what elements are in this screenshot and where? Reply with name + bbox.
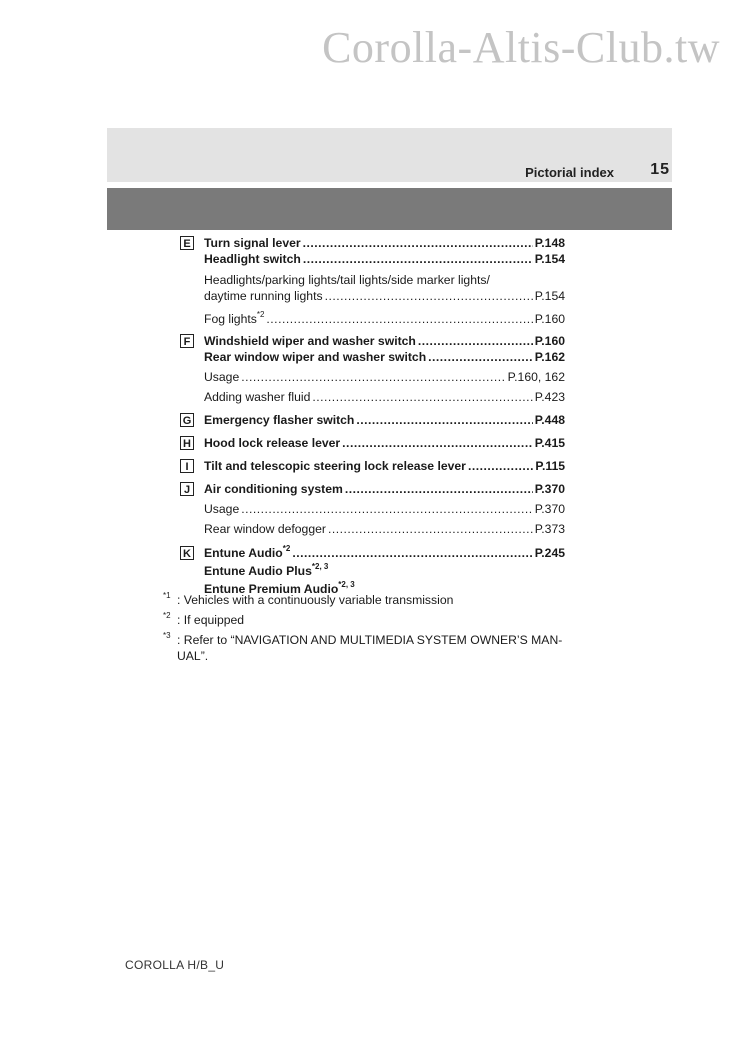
leader-dots (356, 412, 532, 428)
page-ref: P.373 (534, 522, 565, 536)
leader-dots (328, 521, 533, 537)
entry-label: Headlight switch (204, 252, 301, 266)
page-ref: P.245 (534, 546, 565, 560)
entry-tilt-telescopic-lock[interactable] (204, 458, 565, 474)
footnote-mark: *1 (163, 591, 171, 600)
entry-group-e (180, 235, 565, 327)
entry-headlight-switch[interactable] (204, 251, 565, 267)
entry-headlights-desc: Headlights/parking lights/tail lights/side marker lights/ (204, 273, 490, 287)
entry-group-i (180, 458, 565, 474)
entry-group-k (180, 545, 565, 597)
footnote-mark: *2 (163, 611, 171, 620)
page-ref: P.448 (534, 413, 565, 427)
badge-f: F (180, 334, 194, 348)
page-footer: COROLLA H/B_U (125, 958, 225, 972)
entry-label: Emergency flasher switch (204, 413, 355, 427)
page-ref: P.160, 162 (507, 370, 565, 384)
leader-dots (241, 501, 532, 517)
entry-entune-audio[interactable] (204, 545, 565, 561)
entry-windshield-wiper[interactable] (204, 333, 565, 349)
entry-label: Usage (204, 502, 240, 516)
leader-dots (428, 349, 533, 365)
badge-g: G (180, 413, 194, 427)
leader-dots (468, 458, 533, 474)
entry-label: Entune Premium Audio (204, 582, 339, 596)
index-entries (180, 235, 565, 601)
entry-label: Entune Audio Plus (204, 564, 312, 578)
entry-hood-lock-release[interactable] (204, 435, 565, 451)
page-ref: P.154 (534, 289, 565, 303)
leader-dots (418, 333, 533, 349)
page-ref: P.148 (534, 236, 565, 250)
page-ref: P.162 (534, 350, 565, 364)
leader-dots (325, 288, 533, 304)
leader-dots (345, 481, 533, 497)
entry-turn-signal-lever[interactable] (204, 235, 565, 251)
footnote-1 (163, 592, 583, 608)
entry-label: Hood lock release lever (204, 436, 341, 450)
badge-i: I (180, 459, 194, 473)
entry-ac-usage[interactable] (204, 501, 565, 517)
page-number: 15 (650, 161, 670, 178)
page-ref: P.423 (534, 390, 565, 404)
section-title: Pictorial index (525, 165, 614, 180)
footnote-2 (163, 612, 583, 628)
badge-j: J (180, 482, 194, 496)
entry-wiper-usage[interactable] (204, 369, 565, 385)
entry-label: daytime running lights (204, 289, 323, 303)
leader-dots (342, 435, 533, 451)
entry-label: Rear window wiper and washer switch (204, 350, 427, 364)
badge-e: E (180, 236, 194, 250)
entry-group-f (180, 333, 565, 405)
footnote-text: : Vehicles with a continuously variable transmission (177, 593, 454, 607)
entry-label: Tilt and telescopic steering lock release lever (204, 459, 466, 473)
entry-rear-window-defogger[interactable] (204, 521, 565, 537)
entry-label: Rear window defogger (204, 522, 326, 536)
entry-group-g (180, 412, 565, 428)
entry-daytime-running-lights[interactable] (204, 288, 565, 304)
leader-dots (266, 311, 532, 327)
entry-label: Turn signal lever (204, 236, 301, 250)
page-ref: P.160 (534, 334, 565, 348)
entry-label: Entune Audio$^{*2}$ (204, 544, 291, 560)
leader-dots (241, 369, 505, 385)
leader-dots (292, 545, 532, 561)
entry-group-h (180, 435, 565, 451)
leader-dots (312, 389, 532, 405)
footnote-ref: *2, 3 (338, 580, 355, 589)
badge-k: K (180, 546, 194, 560)
leader-dots (303, 251, 533, 267)
leader-dots (303, 235, 533, 251)
footnote-text: : If equipped (177, 613, 245, 627)
entry-emergency-flasher[interactable] (204, 412, 565, 428)
page-ref: P.370 (534, 502, 565, 516)
watermark: Corolla-Altis-Club.tw (322, 23, 720, 72)
footnote-ref: *2 (256, 310, 265, 319)
badge-h: H (180, 436, 194, 450)
footnote-ref: *2, 3 (311, 562, 329, 571)
footnote-3 (163, 632, 583, 664)
entry-rear-window-wiper[interactable] (204, 349, 565, 365)
entry-label: Windshield wiper and washer switch (204, 334, 416, 348)
entry-label: Adding washer fluid (204, 390, 311, 404)
footnotes (163, 592, 583, 668)
page-ref: P.154 (534, 252, 565, 266)
page-ref: P.415 (534, 436, 565, 450)
page-ref: P.115 (535, 459, 565, 473)
footnote-ref: *2 (282, 544, 291, 553)
entry-fog-lights[interactable] (204, 311, 565, 327)
page-ref: P.160 (534, 312, 565, 326)
entry-label: Fog lights$^{*2}$ (204, 310, 265, 326)
entry-entune-audio-plus[interactable] (204, 563, 565, 579)
entry-adding-washer-fluid[interactable] (204, 389, 565, 405)
entry-label: Usage (204, 370, 240, 384)
footnote-text: : Refer to “NAVIGATION AND MULTIMEDIA SYSTEM OWNER’S MAN-UAL”. (177, 633, 563, 663)
entry-group-j (180, 481, 565, 537)
header-dark-band (107, 188, 672, 230)
page-ref: P.370 (534, 482, 565, 496)
footnote-mark: *3 (163, 631, 171, 640)
entry-air-conditioning[interactable] (204, 481, 565, 497)
entry-label: Air conditioning system (204, 482, 343, 496)
